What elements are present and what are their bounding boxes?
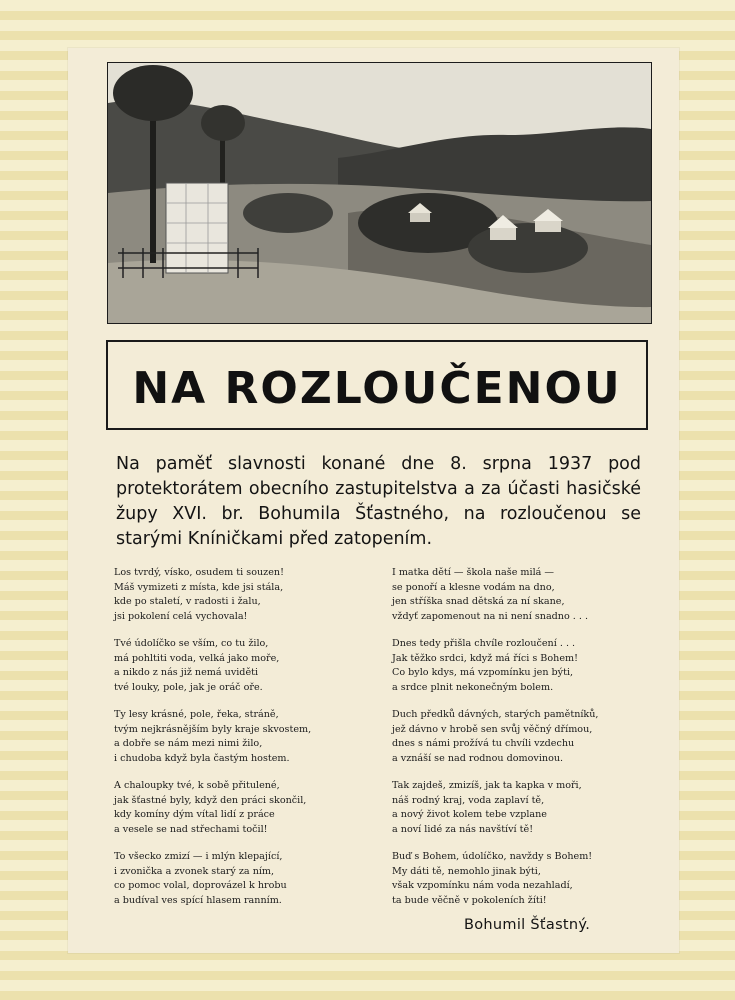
poem-line: co pomoc volal, doprovázel k hrobu (114, 880, 287, 891)
stanza (114, 637, 359, 695)
poem-line: jak šťastné byly, když den práci skončil, (114, 794, 307, 806)
page-title: NA ROZLOUČENOU (132, 362, 622, 414)
stanza (392, 637, 637, 695)
poem-line: jen stříška snad dětská za ní skane, (392, 596, 565, 607)
poem-line: vždyť zapomenout na ni není snadno . . . (392, 610, 589, 622)
poem-line: Co bylo kdys, má vzpomínku jen býti, (392, 667, 574, 678)
poem-line: náš rodný kraj, voda zaplaví tě, (392, 794, 545, 806)
stanza (392, 708, 637, 766)
poem-line: jsi pokolení celá vychovala! (114, 610, 248, 622)
poem-line: Ty lesy krásné, pole, řeka, stráně, (114, 709, 279, 720)
poem-line: Tak zajdeš, zmizíš, jak ta kapka v moři, (392, 780, 582, 791)
poem-line: tvé louky, pole, jak je oráč oře. (114, 681, 263, 693)
stanza (392, 850, 637, 908)
poem-line: se ponoří a klesne vodám na dno, (392, 581, 555, 593)
poem-line: Tvé údolíčko se vším, co tu žilo, (114, 638, 269, 649)
poem-line: Jak těžko srdci, když má říci s Bohem! (392, 652, 578, 664)
poem-line: a dobře se nám mezi nimi žilo, (114, 738, 263, 749)
landscape-photo (107, 62, 652, 324)
stanza (392, 779, 637, 837)
poem-line: i chudoba když byla častým hostem. (114, 752, 290, 764)
poem-line: Máš vymizeti z místa, kde jsi stála, (114, 581, 284, 593)
poem-line: Buď s Bohem, údolíčko, navždy s Bohem! (392, 851, 593, 862)
poem-line: má pohltiti voda, velká jako moře, (114, 652, 280, 664)
poem-line: a noví lidé za nás navštíví tě! (392, 823, 534, 835)
poem-line: a nikdo z nás již nemá uviděti (114, 667, 259, 678)
poem-line: A chaloupky tvé, k sobě přitulené, (114, 780, 280, 791)
poem-line: dnes s námi prožívá tu chvíli vzdechu (392, 738, 575, 749)
poem-line: My dáti tě, nemohlo jinak býti, (392, 865, 541, 877)
poem-line: ta bude věčně v pokoleních žíti! (392, 894, 547, 906)
poem-line: jež dávno v hrobě sen svůj věčný dřímou, (392, 723, 593, 735)
poem-line: I matka dětí — škola naše milá — (392, 567, 555, 578)
poem-column-left (114, 566, 359, 921)
stanza (114, 708, 359, 766)
poem-line: i zvonička a zvonek starý za ním, (114, 865, 275, 877)
poem-line: kdy komíny dým vítal lidí z práce (114, 809, 275, 820)
landscape-photo-illustration (108, 63, 651, 323)
poem-line: a vesele se nad střechami točil! (114, 823, 268, 835)
poem-line: a vznáší se nad rodnou domovinou. (392, 752, 564, 764)
poem-line: a budíval ves spící hlasem ranním. (114, 894, 282, 906)
poem-line: To všecko zmizí — i mlýn klepající, (114, 851, 283, 862)
stanza (114, 779, 359, 837)
poem-line: kde po staletí, v radosti i žalu, (114, 596, 261, 607)
title-box (106, 340, 648, 430)
poem-column-right (392, 566, 637, 921)
poem-line: tvým nejkrásnějším byly kraje skvostem, (114, 723, 312, 735)
poem-line: a nový život kolem tebe vzplane (392, 809, 547, 820)
intro-paragraph: Na paměť slavnosti konané dne 8. srpna 1937 pod protektorátem obecního zastupitelstva a za účasti hasičské župy XVI. br. Bohumila Šťastného, na rozloučenou se starými Kníničkami před zatopením. (116, 454, 641, 549)
poem-line: Duch předků dávných, starých pamětníků, (392, 709, 599, 720)
stanza (114, 850, 359, 908)
poem-line: Los tvrdý, vísko, osudem ti souzen! (114, 567, 284, 578)
author-signature: Bohumil Šťastný. (464, 917, 591, 933)
poem-line: však vzpomínku nám voda nezahladí, (392, 880, 573, 891)
poem-line: Dnes tedy přišla chvíle rozloučení . . . (392, 638, 576, 649)
poem-line: a srdce plnit nekonečným bolem. (392, 681, 554, 693)
stanza (114, 566, 359, 624)
stanza (392, 566, 637, 624)
